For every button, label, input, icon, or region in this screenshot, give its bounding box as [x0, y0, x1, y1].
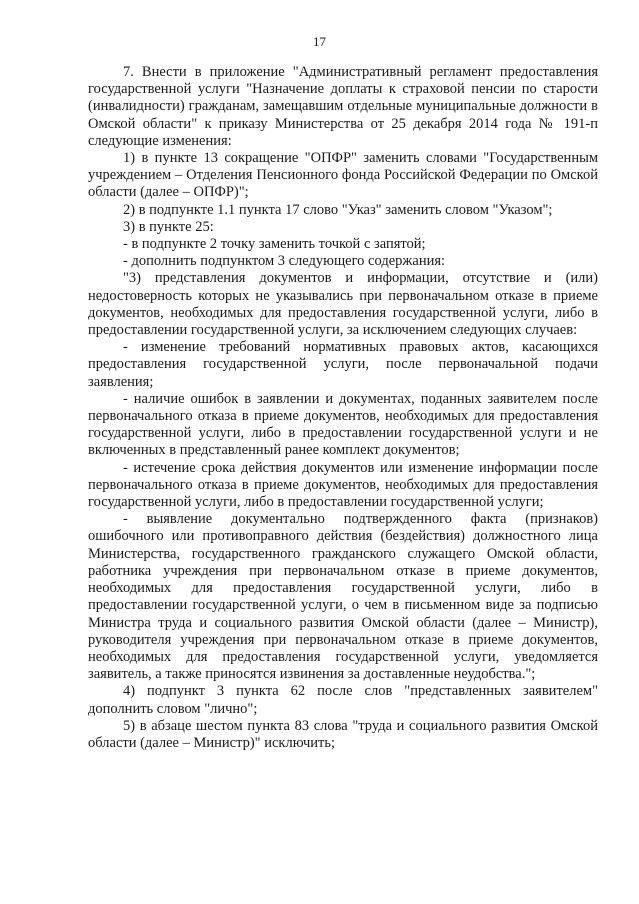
paragraph-dash-item: - истечение срока действия документов или изменение информации после первоначального отказа в приеме документов, необходимых для предоставления государственной услуги, либо в предоставлении государственной услуги; [88, 459, 598, 511]
paragraph-subitem-5: 5) в абзаце шестом пункта 83 слова "труда и социального развития Омской области (далее – Министр)" исключить; [88, 717, 598, 751]
paragraph-dash-item: - наличие ошибок в заявлении и документах, поданных заявителем после первоначального отказа в приеме документов, необходимых для предоставления государственной услуги, либо в предоставлении государственной услуги и не включенных в представленный ранее комплект документов; [88, 390, 598, 459]
paragraph-dash-item: - в подпункте 2 точку заменить точкой с запятой; [123, 236, 426, 253]
paragraph-dash-item: - изменение требований нормативных правовых актов, касающихся предоставления государственной услуги, после первоначальной подачи заявления; [88, 339, 598, 390]
paragraph-subitem-1: 1) в пункте 13 сокращение "ОПФР" заменить словами "Государственным учреждением – Отделения Пенсионного фонда Российской Федерации по Омской области (далее – ОПФР)"; [88, 150, 598, 201]
paragraph-item-7: 7. Внести в приложение "Административный регламент предоставления государственной услуги "Назначение доплаты к страховой пенсии по старости (инвалидности) гражданам, замещавшим отдельные муниципальные должности в Омской области" к приказу Министерства от 25 декабря 2014 года № 191-п следующие изменения: [88, 64, 598, 149]
paragraph-subitem-4: 4) подпункт 3 пункта 62 после слов "представленных заявителем" дополнить словом "лично"; [88, 683, 598, 717]
paragraph-quoted-clause: "3) представления документов и информации, отсутствие и (или) недостоверность которых не указывались при первоначальном отказе в приеме документов, необходимых для предоставления государственной услуги, либо в предоставлении государственной услуги, за исключением следующих случаев: [88, 270, 598, 339]
document-body [88, 64, 598, 752]
paragraph-dash-item: - дополнить подпунктом 3 следующего содержания: [123, 253, 446, 270]
paragraph-subitem-3: 3) в пункте 25: [123, 218, 214, 235]
page-number: 17 [313, 34, 326, 49]
paragraph-subitem-2: 2) в подпункте 1.1 пункта 17 слово "Указ" заменить словом "Указом"; [123, 201, 553, 218]
paragraph-dash-item: - выявление документально подтвержденного факта (признаков) ошибочного или противоправного действия (бездействия) должностного лица Министерства, государственного гражданского служащего Омской области, работника учреждения при первоначальном отказе в приеме документов, необходимых для предоставления государственной услуги, либо в предоставлении государственной услуги, о чем в письменном виде за подписью Министра труда и социального развития Омской области (далее – Министр), руководителя учреждения при первоначальном отказе в приеме документов, необходимых для предоставления государственной услуги, уведомляется заявитель, а также приносятся извинения за доставленные неудобства."; [88, 511, 598, 683]
